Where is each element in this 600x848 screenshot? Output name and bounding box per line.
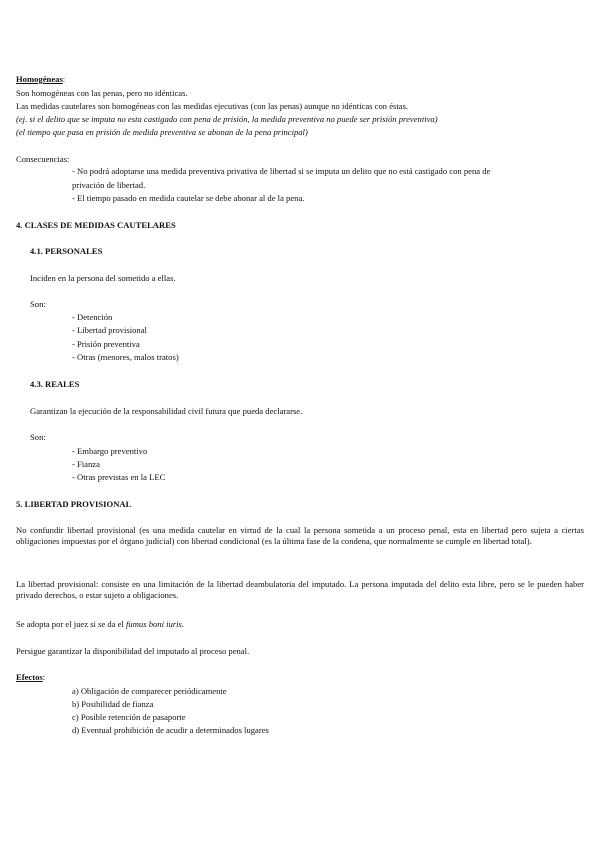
consecuencias-item-2: - El tiempo pasado en medida cautelar se debe abonar al de la pena. — [72, 193, 305, 203]
personales-item: - Detención — [72, 312, 113, 322]
reales-item: - Embargo preventivo — [72, 446, 148, 456]
libertad-para-4: Persigue garantizar la disponibilidad del imputado al proceso penal. — [16, 646, 250, 656]
para-3-suffix: . — [181, 619, 185, 629]
personales-son: Son: — [30, 299, 46, 309]
efectos-item: d) Eventual prohibición de acudir a determinados lugares — [72, 725, 269, 735]
personales-item: - Libertad provisional — [72, 325, 147, 335]
efectos-heading: Efectos — [16, 672, 43, 682]
efectos-item: a) Obligación de comparecer periódicamente — [72, 686, 227, 696]
section-4-3-title: 4.3. REALES — [30, 379, 80, 389]
reales-desc: Garantizan la ejecución de la responsabilidad civil futura que pueda declararse. — [30, 406, 303, 416]
para-3-prefix: Se adopta por el juez si se da el — [16, 619, 127, 629]
libertad-para-3 — [16, 619, 184, 630]
homogeneas-example-2: (el tiempo que pasa en prisión de medida preventiva se abonan de la pena principal) — [16, 127, 308, 137]
reales-item: - Fianza — [72, 459, 100, 469]
consecuencias-label: Consecuencias: — [16, 154, 70, 164]
section-5-title: 5. LIBERTAD PROVISIONAL — [16, 499, 132, 509]
consecuencias-item-1b: privación de libertad. — [72, 180, 146, 190]
homogeneas-example-1: (ej. si el delito que se imputa no esta castigado con pena de prisión, la medida preventiva no puede ser prisión preventiva) — [16, 114, 438, 124]
personales-desc: Inciden en la persona del sometido a ellas. — [30, 273, 176, 283]
libertad-para-2: La libertad provisional: consiste en una limitación de la libertad deambulatoria del imputado. La persona imputada del delito esta libre, pero se le pueden haber privado derechos, o estar sujeto a obligaciones. — [16, 579, 584, 600]
section-4-title: 4. CLASES DE MEDIDAS CAUTELARES — [16, 220, 176, 230]
fumus-boni-iuris: fumus boni iuris — [126, 619, 182, 629]
homogeneas-line-1: Son homogéneas con las penas, pero no idénticas. — [16, 88, 188, 98]
reales-item: - Otras previstas en la LEC — [72, 472, 166, 482]
efectos-item: b) Posibilidad de fianza — [72, 699, 154, 709]
libertad-para-1: No confundir libertad provisional (es una medida cautelar en virtud de la cual la persona sometida a un proceso penal, esta en libertad pero sujeta a ciertas obligaciones impuestas por el órgano judicial) con libertad condicional (es la última fase de la condena, que normalmente se cumple en libertad total). — [16, 525, 584, 546]
efectos-heading-line — [16, 672, 45, 683]
efectos-colon: : — [42, 672, 46, 682]
consecuencias-item-1a: - No podrá adoptarse una medida preventiva privativa de libertad si se imputa un delito que no está castigado con pena de — [72, 166, 491, 176]
personales-item: - Otras (menores, malos tratos) — [72, 352, 179, 362]
personales-item: - Prisión preventiva — [72, 339, 140, 349]
homogeneas-heading: Homogéneas — [16, 74, 63, 84]
section-4-1-title: 4.1. PERSONALES — [30, 246, 103, 256]
efectos-item: c) Posible retención de pasaporte — [72, 712, 186, 722]
reales-son: Son: — [30, 432, 46, 442]
homogeneas-heading-line — [16, 74, 65, 85]
homogeneas-colon: : — [62, 74, 66, 84]
homogeneas-line-2: Las medidas cautelares son homogéneas con las medidas ejecutivas (con las penas) aunque no idénticas con éstas. — [16, 101, 409, 111]
